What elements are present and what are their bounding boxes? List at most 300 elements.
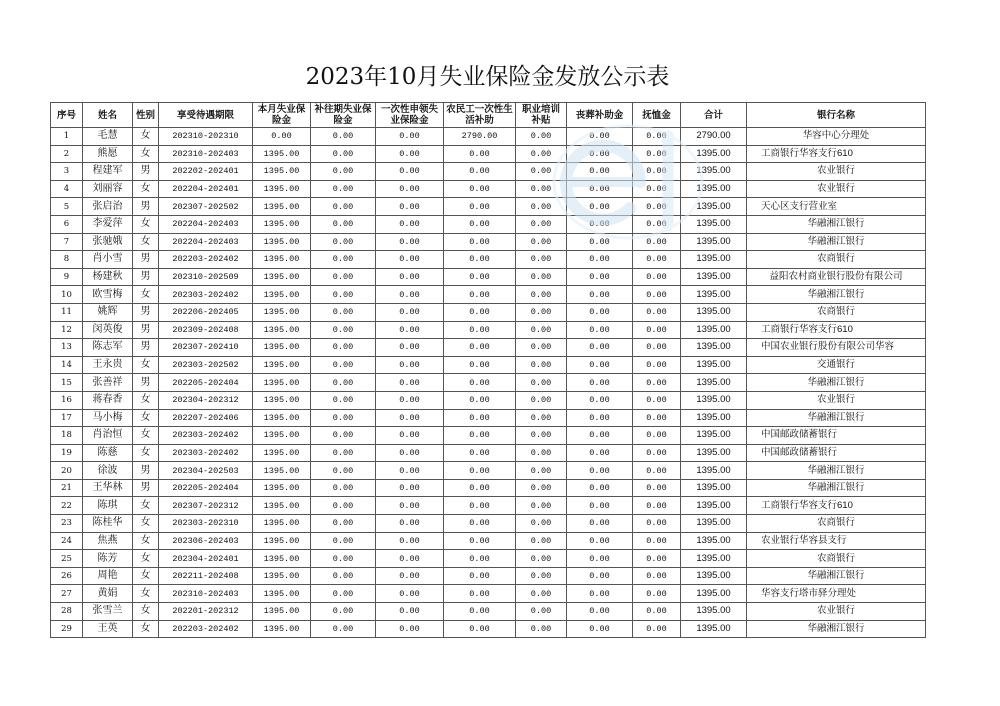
cell-pension: 0.00	[633, 251, 681, 269]
cell-lump-sum: 0.00	[376, 198, 444, 216]
cell-migrant-subsidy: 0.00	[444, 532, 516, 550]
cell-period: 202307-202312	[159, 497, 253, 515]
cell-this-month: 1395.00	[253, 550, 311, 568]
cell-period: 202203-202402	[159, 251, 253, 269]
cell-total: 1395.00	[681, 339, 747, 357]
cell-migrant-subsidy: 0.00	[444, 145, 516, 163]
cell-gender: 男	[133, 251, 159, 269]
cell-back-pay: 0.00	[311, 532, 376, 550]
cell-period: 202202-202401	[159, 163, 253, 181]
cell-migrant-subsidy: 0.00	[444, 268, 516, 286]
cell-lump-sum: 0.00	[376, 550, 444, 568]
cell-migrant-subsidy: 0.00	[444, 462, 516, 480]
cell-total: 1395.00	[681, 251, 747, 269]
cell-pension: 0.00	[633, 532, 681, 550]
cell-this-month: 1395.00	[253, 215, 311, 233]
cell-no: 8	[51, 251, 83, 269]
cell-migrant-subsidy: 0.00	[444, 427, 516, 445]
cell-training-subsidy: 0.00	[516, 409, 567, 427]
cell-pension: 0.00	[633, 391, 681, 409]
cell-training-subsidy: 0.00	[516, 321, 567, 339]
cell-migrant-subsidy: 0.00	[444, 567, 516, 585]
column-header-lump-sum	[376, 103, 444, 128]
cell-lump-sum: 0.00	[376, 391, 444, 409]
table-row	[51, 128, 926, 146]
cell-this-month: 1395.00	[253, 321, 311, 339]
cell-lump-sum: 0.00	[376, 567, 444, 585]
cell-this-month: 1395.00	[253, 180, 311, 198]
column-header-this-month-label: 本月失业保险金	[257, 104, 306, 126]
cell-gender: 女	[133, 233, 159, 251]
cell-total: 1395.00	[681, 198, 747, 216]
cell-no: 16	[51, 391, 83, 409]
cell-gender: 女	[133, 620, 159, 638]
cell-total: 1395.00	[681, 620, 747, 638]
cell-total: 1395.00	[681, 497, 747, 515]
column-header-bank	[747, 103, 926, 128]
cell-pension: 0.00	[633, 585, 681, 603]
cell-this-month: 1395.00	[253, 462, 311, 480]
cell-total: 1395.00	[681, 391, 747, 409]
column-header-pension-label: 抚恤金	[642, 109, 671, 121]
column-header-back-pay	[311, 103, 376, 128]
cell-no: 14	[51, 356, 83, 374]
cell-gender: 男	[133, 321, 159, 339]
table-row	[51, 409, 926, 427]
cell-bank: 华融湘江银行	[747, 567, 926, 585]
cell-pension: 0.00	[633, 444, 681, 462]
cell-total: 1395.00	[681, 585, 747, 603]
cell-back-pay: 0.00	[311, 462, 376, 480]
cell-lump-sum: 0.00	[376, 128, 444, 146]
cell-back-pay: 0.00	[311, 268, 376, 286]
cell-this-month: 1395.00	[253, 603, 311, 621]
cell-gender: 男	[133, 479, 159, 497]
cell-migrant-subsidy: 0.00	[444, 286, 516, 304]
cell-this-month: 1395.00	[253, 444, 311, 462]
cell-migrant-subsidy: 0.00	[444, 321, 516, 339]
cell-gender: 女	[133, 286, 159, 304]
cell-training-subsidy: 0.00	[516, 233, 567, 251]
cell-no: 23	[51, 515, 83, 533]
cell-total: 1395.00	[681, 515, 747, 533]
cell-name: 刘丽容	[83, 180, 133, 198]
cell-name: 熊愿	[83, 145, 133, 163]
cell-gender: 女	[133, 515, 159, 533]
cell-funeral-subsidy: 0.00	[567, 268, 633, 286]
cell-bank: 华融湘江银行	[747, 479, 926, 497]
cell-no: 15	[51, 374, 83, 392]
cell-migrant-subsidy: 0.00	[444, 444, 516, 462]
cell-gender: 女	[133, 427, 159, 445]
cell-migrant-subsidy: 0.00	[444, 603, 516, 621]
cell-no: 21	[51, 479, 83, 497]
cell-training-subsidy: 0.00	[516, 374, 567, 392]
cell-period: 202303-202402	[159, 427, 253, 445]
cell-gender: 女	[133, 550, 159, 568]
cell-name: 王华林	[83, 479, 133, 497]
cell-funeral-subsidy: 0.00	[567, 374, 633, 392]
cell-training-subsidy: 0.00	[516, 567, 567, 585]
cell-this-month: 1395.00	[253, 303, 311, 321]
cell-no: 29	[51, 620, 83, 638]
cell-training-subsidy: 0.00	[516, 479, 567, 497]
cell-gender: 女	[133, 409, 159, 427]
cell-migrant-subsidy: 0.00	[444, 479, 516, 497]
cell-pension: 0.00	[633, 198, 681, 216]
cell-total: 1395.00	[681, 462, 747, 480]
cell-total: 1395.00	[681, 567, 747, 585]
table-row	[51, 233, 926, 251]
cell-pension: 0.00	[633, 515, 681, 533]
cell-total: 1395.00	[681, 374, 747, 392]
cell-period: 202201-202312	[159, 603, 253, 621]
cell-period: 202303-202502	[159, 356, 253, 374]
table-row	[51, 479, 926, 497]
cell-funeral-subsidy: 0.00	[567, 286, 633, 304]
cell-this-month: 1395.00	[253, 374, 311, 392]
cell-no: 11	[51, 303, 83, 321]
cell-lump-sum: 0.00	[376, 374, 444, 392]
cell-training-subsidy: 0.00	[516, 603, 567, 621]
cell-this-month: 1395.00	[253, 163, 311, 181]
cell-training-subsidy: 0.00	[516, 356, 567, 374]
cell-lump-sum: 0.00	[376, 268, 444, 286]
cell-bank: 工商银行华容支行610	[747, 497, 926, 515]
cell-lump-sum: 0.00	[376, 603, 444, 621]
cell-bank: 中国农业银行股份有限公司华容	[747, 339, 926, 357]
cell-bank: 农商银行	[747, 303, 926, 321]
cell-bank: 华融湘江银行	[747, 233, 926, 251]
cell-training-subsidy: 0.00	[516, 198, 567, 216]
cell-this-month: 0.00	[253, 128, 311, 146]
cell-funeral-subsidy: 0.00	[567, 409, 633, 427]
cell-pension: 0.00	[633, 497, 681, 515]
cell-bank: 中国邮政储蓄银行	[747, 427, 926, 445]
cell-training-subsidy: 0.00	[516, 251, 567, 269]
cell-pension: 0.00	[633, 128, 681, 146]
cell-back-pay: 0.00	[311, 427, 376, 445]
table-body	[51, 128, 926, 638]
cell-pension: 0.00	[633, 409, 681, 427]
cell-period: 202303-202402	[159, 444, 253, 462]
cell-back-pay: 0.00	[311, 215, 376, 233]
cell-this-month: 1395.00	[253, 286, 311, 304]
cell-funeral-subsidy: 0.00	[567, 462, 633, 480]
cell-this-month: 1395.00	[253, 567, 311, 585]
cell-name: 陈慈	[83, 444, 133, 462]
table-row	[51, 356, 926, 374]
cell-total: 1395.00	[681, 532, 747, 550]
cell-training-subsidy: 0.00	[516, 515, 567, 533]
cell-this-month: 1395.00	[253, 427, 311, 445]
cell-no: 24	[51, 532, 83, 550]
cell-back-pay: 0.00	[311, 251, 376, 269]
cell-lump-sum: 0.00	[376, 356, 444, 374]
cell-back-pay: 0.00	[311, 409, 376, 427]
cell-period: 202204-202403	[159, 215, 253, 233]
column-header-period-label: 享受待遇期限	[176, 109, 234, 121]
cell-gender: 女	[133, 145, 159, 163]
cell-migrant-subsidy: 2790.00	[444, 128, 516, 146]
cell-no: 9	[51, 268, 83, 286]
cell-bank: 农商银行	[747, 550, 926, 568]
cell-migrant-subsidy: 0.00	[444, 163, 516, 181]
cell-training-subsidy: 0.00	[516, 180, 567, 198]
column-header-lump-sum-label: 一次性申领失业保险金	[380, 104, 438, 126]
cell-gender: 男	[133, 268, 159, 286]
cell-training-subsidy: 0.00	[516, 620, 567, 638]
cell-bank: 农商银行	[747, 251, 926, 269]
cell-no: 27	[51, 585, 83, 603]
cell-period: 202307-202502	[159, 198, 253, 216]
cell-funeral-subsidy: 0.00	[567, 321, 633, 339]
cell-training-subsidy: 0.00	[516, 532, 567, 550]
cell-lump-sum: 0.00	[376, 585, 444, 603]
cell-bank: 华融湘江银行	[747, 462, 926, 480]
cell-name: 闵英俊	[83, 321, 133, 339]
column-header-training-subsidy	[516, 103, 567, 128]
cell-total: 1395.00	[681, 321, 747, 339]
cell-back-pay: 0.00	[311, 303, 376, 321]
cell-total: 1395.00	[681, 303, 747, 321]
cell-migrant-subsidy: 0.00	[444, 251, 516, 269]
cell-migrant-subsidy: 0.00	[444, 198, 516, 216]
cell-this-month: 1395.00	[253, 479, 311, 497]
cell-migrant-subsidy: 0.00	[444, 497, 516, 515]
cell-back-pay: 0.00	[311, 321, 376, 339]
cell-period: 202303-202402	[159, 286, 253, 304]
cell-no: 7	[51, 233, 83, 251]
column-header-this-month	[253, 103, 311, 128]
cell-funeral-subsidy: 0.00	[567, 303, 633, 321]
cell-name: 肖小雪	[83, 251, 133, 269]
cell-total: 1395.00	[681, 268, 747, 286]
column-header-migrant-subsidy	[444, 103, 516, 128]
cell-funeral-subsidy: 0.00	[567, 145, 633, 163]
cell-bank: 农业银行	[747, 163, 926, 181]
cell-back-pay: 0.00	[311, 180, 376, 198]
cell-pension: 0.00	[633, 339, 681, 357]
cell-bank: 农业银行华容县支行	[747, 532, 926, 550]
cell-total: 1395.00	[681, 145, 747, 163]
cell-gender: 男	[133, 462, 159, 480]
cell-this-month: 1395.00	[253, 233, 311, 251]
cell-period: 202207-202406	[159, 409, 253, 427]
cell-name: 李爱萍	[83, 215, 133, 233]
table-row	[51, 444, 926, 462]
cell-no: 22	[51, 497, 83, 515]
cell-funeral-subsidy: 0.00	[567, 128, 633, 146]
cell-this-month: 1395.00	[253, 198, 311, 216]
cell-migrant-subsidy: 0.00	[444, 339, 516, 357]
table-row	[51, 268, 926, 286]
cell-back-pay: 0.00	[311, 603, 376, 621]
cell-back-pay: 0.00	[311, 339, 376, 357]
cell-name: 陈志军	[83, 339, 133, 357]
cell-gender: 男	[133, 374, 159, 392]
cell-name: 王英	[83, 620, 133, 638]
cell-pension: 0.00	[633, 550, 681, 568]
table-row	[51, 163, 926, 181]
column-header-training-subsidy-label: 职业培训补贴	[521, 104, 560, 126]
cell-bank: 天心区支行营业室	[747, 198, 926, 216]
column-header-back-pay-label: 补往期失业保险金	[314, 104, 372, 126]
cell-period: 202303-202310	[159, 515, 253, 533]
cell-pension: 0.00	[633, 180, 681, 198]
column-header-total-label: 合计	[703, 109, 723, 121]
cell-lump-sum: 0.00	[376, 479, 444, 497]
cell-no: 19	[51, 444, 83, 462]
cell-lump-sum: 0.00	[376, 409, 444, 427]
cell-funeral-subsidy: 0.00	[567, 603, 633, 621]
cell-no: 26	[51, 567, 83, 585]
cell-funeral-subsidy: 0.00	[567, 251, 633, 269]
cell-name: 徐波	[83, 462, 133, 480]
cell-no: 12	[51, 321, 83, 339]
cell-period: 202304-202312	[159, 391, 253, 409]
table-row	[51, 215, 926, 233]
cell-gender: 女	[133, 567, 159, 585]
cell-training-subsidy: 0.00	[516, 497, 567, 515]
cell-lump-sum: 0.00	[376, 145, 444, 163]
cell-back-pay: 0.00	[311, 391, 376, 409]
cell-lump-sum: 0.00	[376, 427, 444, 445]
cell-funeral-subsidy: 0.00	[567, 497, 633, 515]
cell-lump-sum: 0.00	[376, 303, 444, 321]
table-row	[51, 532, 926, 550]
table-row	[51, 391, 926, 409]
cell-funeral-subsidy: 0.00	[567, 620, 633, 638]
cell-funeral-subsidy: 0.00	[567, 444, 633, 462]
cell-name: 焦燕	[83, 532, 133, 550]
cell-gender: 男	[133, 163, 159, 181]
cell-migrant-subsidy: 0.00	[444, 409, 516, 427]
cell-bank: 华容中心分理处	[747, 128, 926, 146]
cell-this-month: 1395.00	[253, 339, 311, 357]
cell-period: 202304-202503	[159, 462, 253, 480]
cell-no: 5	[51, 198, 83, 216]
cell-this-month: 1395.00	[253, 497, 311, 515]
cell-bank: 华容支行塔市驿分理处	[747, 585, 926, 603]
column-header-gender-label: 性别	[135, 109, 155, 121]
cell-total: 1395.00	[681, 286, 747, 304]
cell-funeral-subsidy: 0.00	[567, 198, 633, 216]
cell-training-subsidy: 0.00	[516, 550, 567, 568]
cell-bank: 农业银行	[747, 391, 926, 409]
cell-this-month: 1395.00	[253, 251, 311, 269]
table-header	[51, 103, 926, 128]
cell-funeral-subsidy: 0.00	[567, 479, 633, 497]
cell-bank: 华融湘江银行	[747, 409, 926, 427]
table-row	[51, 321, 926, 339]
cell-training-subsidy: 0.00	[516, 128, 567, 146]
cell-pension: 0.00	[633, 427, 681, 445]
cell-lump-sum: 0.00	[376, 532, 444, 550]
cell-name: 肖治恒	[83, 427, 133, 445]
cell-period: 202204-202401	[159, 180, 253, 198]
cell-funeral-subsidy: 0.00	[567, 550, 633, 568]
cell-pension: 0.00	[633, 356, 681, 374]
cell-total: 1395.00	[681, 215, 747, 233]
cell-funeral-subsidy: 0.00	[567, 585, 633, 603]
cell-pension: 0.00	[633, 462, 681, 480]
cell-period: 202304-202401	[159, 550, 253, 568]
cell-lump-sum: 0.00	[376, 215, 444, 233]
cell-back-pay: 0.00	[311, 550, 376, 568]
cell-period: 202307-202410	[159, 339, 253, 357]
cell-back-pay: 0.00	[311, 128, 376, 146]
cell-back-pay: 0.00	[311, 198, 376, 216]
cell-no: 4	[51, 180, 83, 198]
cell-total: 1395.00	[681, 233, 747, 251]
cell-lump-sum: 0.00	[376, 321, 444, 339]
cell-total: 1395.00	[681, 550, 747, 568]
table-row	[51, 339, 926, 357]
cell-this-month: 1395.00	[253, 391, 311, 409]
cell-name: 欧雪梅	[83, 286, 133, 304]
cell-back-pay: 0.00	[311, 145, 376, 163]
cell-this-month: 1395.00	[253, 409, 311, 427]
cell-pension: 0.00	[633, 321, 681, 339]
cell-period: 202310-202403	[159, 145, 253, 163]
cell-training-subsidy: 0.00	[516, 215, 567, 233]
cell-gender: 男	[133, 339, 159, 357]
cell-lump-sum: 0.00	[376, 620, 444, 638]
table-row	[51, 286, 926, 304]
column-header-no	[51, 103, 83, 128]
cell-period: 202204-202403	[159, 233, 253, 251]
cell-gender: 女	[133, 391, 159, 409]
cell-back-pay: 0.00	[311, 233, 376, 251]
cell-training-subsidy: 0.00	[516, 303, 567, 321]
table-row	[51, 515, 926, 533]
column-header-pension	[633, 103, 681, 128]
cell-training-subsidy: 0.00	[516, 427, 567, 445]
cell-period: 202206-202405	[159, 303, 253, 321]
cell-back-pay: 0.00	[311, 163, 376, 181]
cell-bank: 工商银行华容支行610	[747, 145, 926, 163]
cell-training-subsidy: 0.00	[516, 339, 567, 357]
table-row	[51, 198, 926, 216]
cell-lump-sum: 0.00	[376, 339, 444, 357]
cell-total: 1395.00	[681, 444, 747, 462]
cell-back-pay: 0.00	[311, 286, 376, 304]
cell-period: 202309-202408	[159, 321, 253, 339]
cell-pension: 0.00	[633, 479, 681, 497]
column-header-migrant-subsidy-label: 农民工一次性生活补助	[446, 104, 513, 126]
cell-gender: 女	[133, 603, 159, 621]
cell-funeral-subsidy: 0.00	[567, 391, 633, 409]
cell-gender: 女	[133, 444, 159, 462]
cell-gender: 女	[133, 585, 159, 603]
column-header-bank-label: 银行名称	[816, 109, 855, 121]
cell-name: 王永贵	[83, 356, 133, 374]
cell-gender: 女	[133, 215, 159, 233]
cell-name: 周艳	[83, 567, 133, 585]
cell-no: 25	[51, 550, 83, 568]
cell-lump-sum: 0.00	[376, 163, 444, 181]
cell-lump-sum: 0.00	[376, 515, 444, 533]
cell-period: 202310-202310	[159, 128, 253, 146]
column-header-period	[159, 103, 253, 128]
cell-pension: 0.00	[633, 233, 681, 251]
table-row	[51, 251, 926, 269]
cell-pension: 0.00	[633, 215, 681, 233]
cell-gender: 女	[133, 180, 159, 198]
cell-gender: 女	[133, 532, 159, 550]
cell-back-pay: 0.00	[311, 585, 376, 603]
